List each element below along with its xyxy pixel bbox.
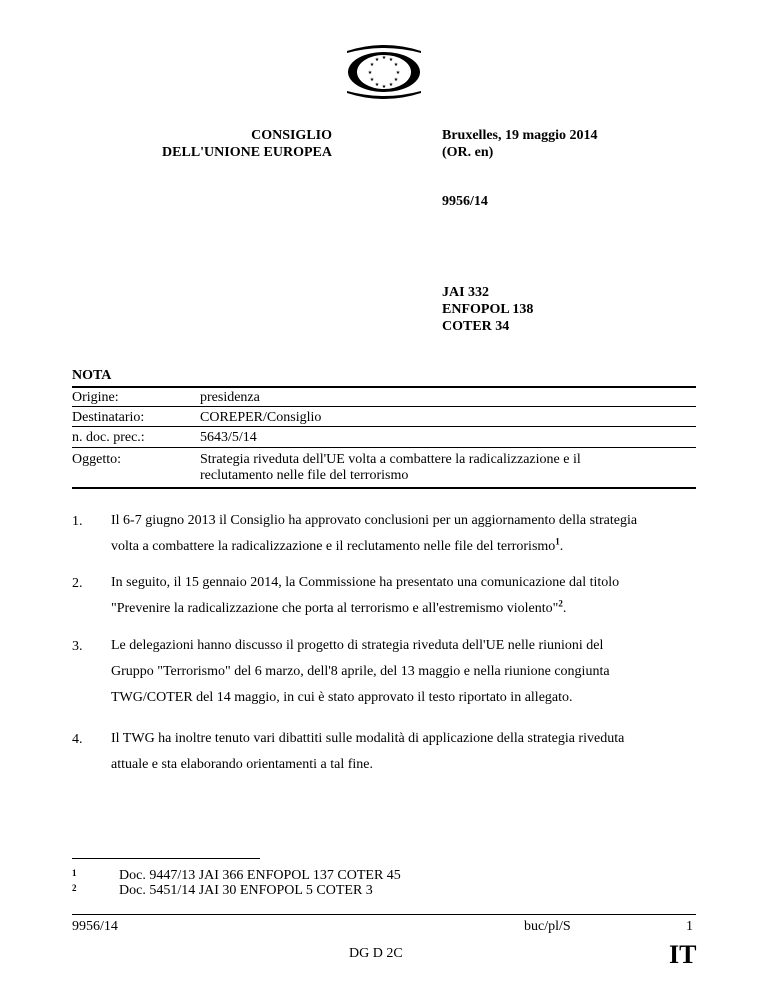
field-label-origin: Origine: bbox=[72, 390, 119, 405]
code-jai: JAI 332 bbox=[442, 285, 490, 300]
svg-text:★: ★ bbox=[393, 77, 399, 83]
original-language: (OR. en) bbox=[442, 145, 494, 160]
code-coter: COTER 34 bbox=[442, 319, 510, 334]
divider bbox=[72, 487, 696, 489]
field-value-subject: Strategia riveduta dell'UE volta a combattere la radicalizzazione e il reclutamento nelle file del terrorismo bbox=[200, 452, 581, 483]
footer-initials: buc/pl/S bbox=[524, 919, 571, 934]
footnote-text: Doc. 5451/14 JAI 30 ENFOPOL 5 COTER 3 bbox=[119, 883, 373, 898]
paragraph-number: 3. bbox=[72, 639, 83, 654]
svg-text:★: ★ bbox=[388, 82, 394, 88]
divider bbox=[72, 406, 696, 407]
field-label-subject: Oggetto: bbox=[72, 452, 121, 467]
svg-text:★: ★ bbox=[395, 70, 401, 76]
code-enfopol: ENFOPOL 138 bbox=[442, 302, 534, 317]
footer-doc-number: 9956/14 bbox=[72, 919, 118, 934]
paragraph-1: Il 6-7 giugno 2013 il Consiglio ha approvato conclusioni per un aggiornamento della strategia volta a combattere la radicalizzazione e il reclutamento nelle file del terrorismo$^1$. bbox=[111, 513, 638, 554]
page-number: 1 bbox=[686, 919, 693, 934]
place-date-block bbox=[442, 127, 598, 161]
footnote-number: 2 bbox=[72, 883, 77, 893]
paragraph-number: 2. bbox=[72, 576, 83, 591]
paragraph-2: In seguito, il 15 gennaio 2014, la Commissione ha presentato una comunicazione dal titolo "Prevenire la radicalizzazione che porta al terrorismo e all'estremismo violento"$^2$. bbox=[111, 575, 620, 616]
footnote-ref[interactable]: 1 bbox=[555, 536, 560, 547]
field-value-prev-doc: 5643/5/14 bbox=[200, 430, 257, 445]
footnote-ref[interactable]: 2 bbox=[558, 598, 563, 609]
paragraph-4: Il TWG ha inoltre tenuto vari dibattiti sulle modalità di applicazione della strategia riveduta attuale e sta elaborando orientamenti a tal fine. bbox=[111, 731, 625, 772]
language-code: IT bbox=[669, 940, 697, 969]
svg-text:★: ★ bbox=[374, 82, 380, 88]
divider bbox=[72, 386, 696, 388]
footnote-separator bbox=[72, 858, 260, 859]
place-date: Bruxelles, 19 maggio 2014 bbox=[442, 128, 598, 143]
svg-text:★: ★ bbox=[381, 55, 387, 61]
svg-text:★: ★ bbox=[367, 70, 373, 76]
field-value-recipient: COREPER/Consiglio bbox=[200, 410, 322, 425]
council-name: CONSIGLIO DELL'UNIONE EUROPEA bbox=[162, 128, 332, 160]
field-label-prev-doc: n. doc. prec.: bbox=[72, 430, 145, 445]
svg-text:★: ★ bbox=[369, 77, 375, 83]
field-value-origin: presidenza bbox=[200, 390, 260, 405]
footer-directorate: DG D 2C bbox=[349, 946, 403, 961]
doc-codes bbox=[442, 284, 533, 335]
footnote-number: 1 bbox=[72, 868, 77, 878]
svg-text:★: ★ bbox=[381, 84, 387, 90]
svg-text:★: ★ bbox=[369, 62, 375, 68]
svg-text:★: ★ bbox=[393, 62, 399, 68]
paragraph-number: 4. bbox=[72, 732, 83, 747]
divider bbox=[72, 447, 696, 448]
footer-divider bbox=[72, 914, 696, 915]
paragraph-3: Le delegazioni hanno discusso il progetto di strategia riveduta dell'UE nelle riunioni del Gruppo "Terrorismo" del 6 marzo, dell'8 aprile, del 13 maggio e nella riunione congiunta TWG/COTER del 14 maggio, in cui è stato approvato il testo riportato in allegato. bbox=[111, 638, 610, 705]
svg-text:★: ★ bbox=[388, 57, 394, 63]
doc-number: 9956/14 bbox=[442, 194, 488, 209]
nota-title: NOTA bbox=[72, 368, 112, 383]
council-logo bbox=[339, 43, 429, 101]
paragraph-number: 1. bbox=[72, 514, 83, 529]
field-label-recipient: Destinatario: bbox=[72, 410, 145, 425]
svg-text:★: ★ bbox=[374, 57, 380, 63]
footnote-text: Doc. 9447/13 JAI 366 ENFOPOL 137 COTER 45 bbox=[119, 868, 401, 883]
divider bbox=[72, 426, 696, 427]
